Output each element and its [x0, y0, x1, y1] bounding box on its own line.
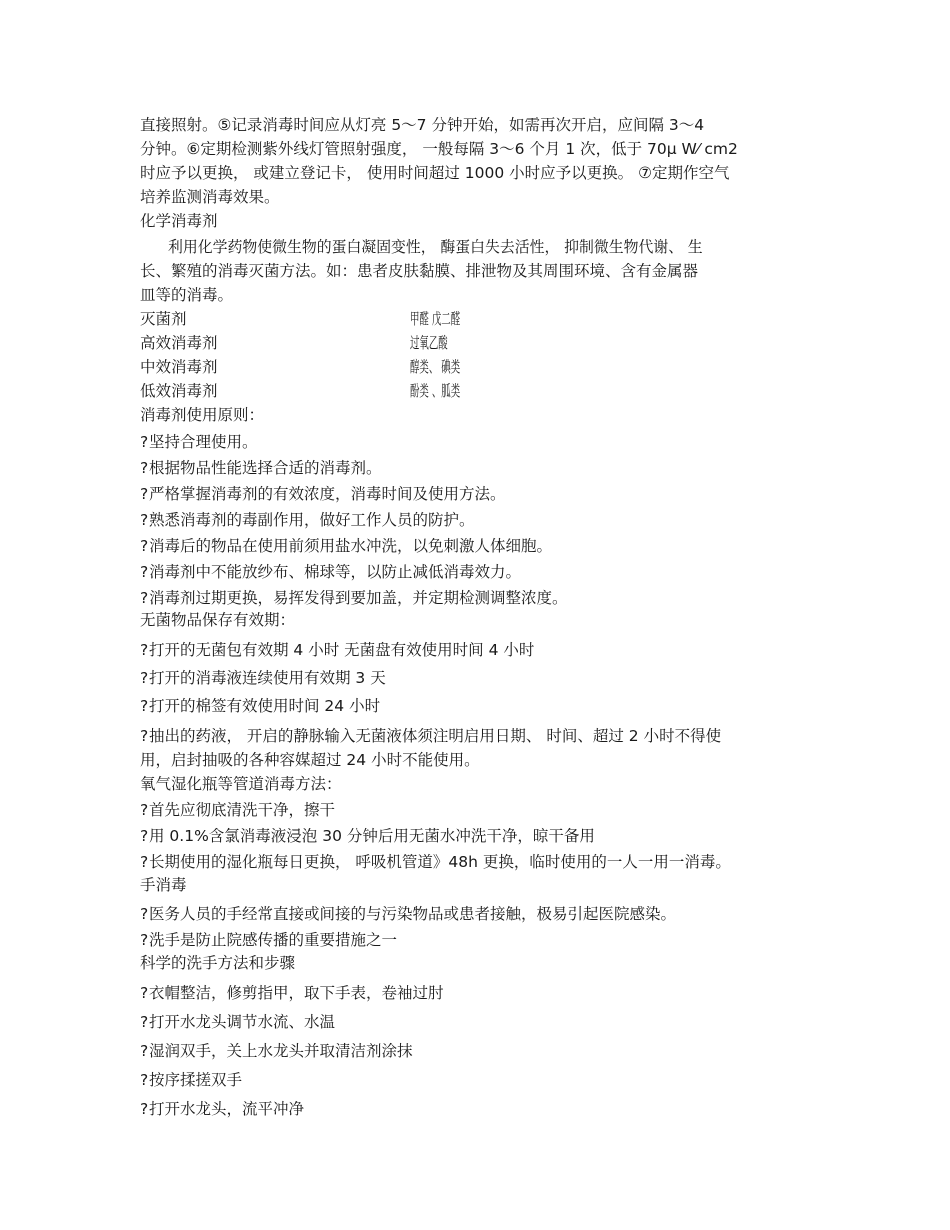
steps-heading: 科学的洗手方法和步骤	[140, 954, 296, 972]
list-item-text: 根据物品性能选择合适的消毒剂。	[149, 459, 382, 477]
list-item	[140, 851, 830, 873]
chem-para-line-1: 利用化学药物使微生物的蛋白凝固变性， 酶蛋白失去活性， 抑制微生物代谢、 生	[168, 238, 703, 256]
uv-line-4: 培养监测消毒效果。	[140, 188, 280, 206]
chem-para-line-3: 皿等的消毒。	[140, 286, 234, 304]
level-name: 高效消毒剂	[140, 334, 218, 352]
list-item-text: 用 0.1%含氯消毒液浸泡 30 分钟后用无菌水冲洗干净，晾干备用	[149, 827, 595, 845]
level-agents: 酚类 、胍类	[410, 382, 461, 400]
list-item	[140, 1069, 830, 1091]
bullet-glyph: ?	[140, 1071, 149, 1089]
list-item-text: 打开的消毒液连续使用有效期 3 天	[149, 669, 386, 687]
bullet-glyph: ?	[140, 931, 149, 949]
list-item	[140, 483, 830, 505]
list-item-text: 衣帽整洁，修剪指甲，取下手表，卷袖过肘	[149, 984, 444, 1002]
list-item-continuation: 用，启封抽吸的各种容媒超过 24 小时不能使用。	[140, 751, 480, 769]
bullet-glyph: ?	[140, 459, 149, 477]
list-item-text: 熟悉消毒剂的毒副作用，做好工作人员的防护。	[149, 511, 475, 529]
list-item-text: 消毒剂中不能放纱布、棉球等，以防止减低消毒效力。	[149, 563, 522, 581]
level-name: 低效消毒剂	[140, 382, 218, 400]
list-item-text: 医务人员的手经常直接或间接的与污染物品或患者接触，极易引起医院感染。	[149, 905, 677, 923]
list-item	[140, 799, 830, 821]
oxygen-heading: 氧气湿化瓶等管道消毒方法：	[140, 775, 342, 793]
list-item-text: 打开水龙头，流平冲净	[149, 1100, 305, 1118]
list-item-text: 湿润双手，关上水龙头并取清洁剂涂抹	[149, 1042, 413, 1060]
level-agents: 甲醛 戊二醛	[410, 310, 461, 328]
list-item	[140, 1011, 830, 1033]
level-agents: 过氧乙酸	[410, 334, 448, 352]
list-item-text: 按序揉搓双手	[149, 1071, 243, 1089]
list-item	[140, 929, 830, 951]
bullet-glyph: ?	[140, 1042, 149, 1060]
level-name: 中效消毒剂	[140, 358, 218, 376]
bullet-glyph: ?	[140, 511, 149, 529]
level-agents: 醇类、 碘类	[410, 358, 461, 376]
bullet-glyph: ?	[140, 801, 149, 819]
bullet-glyph: ?	[140, 905, 149, 923]
list-item-text: 消毒剂过期更换，易挥发得到要加盖，并定期检测调整浓度。	[149, 589, 568, 607]
list-item	[140, 431, 830, 453]
list-item	[140, 725, 830, 747]
bullet-glyph: ?	[140, 727, 149, 745]
bullet-glyph: ?	[140, 1013, 149, 1031]
uv-line-1: 直接照射。⑤记录消毒时间应从灯亮 5～7 分钟开始，如需再次开启，应间隔 3～4	[140, 116, 705, 134]
list-item	[140, 587, 830, 609]
chem-para-line-2: 长、繁殖的消毒灭菌方法。如：患者皮肤黏膜、排泄物及其周围环境、含有金属器	[140, 262, 699, 280]
list-item	[140, 825, 830, 847]
list-item	[140, 535, 830, 557]
hand-heading: 手消毒	[140, 876, 187, 894]
bullet-glyph: ?	[140, 669, 149, 687]
level-name: 灭菌剂	[140, 310, 187, 328]
list-item-text: 打开的无菌包有效期 4 小时 无菌盘有效使用时间 4 小时	[149, 641, 535, 659]
list-item-text: 抽出的药液， 开启的静脉输入无菌液体须注明启用日期、 时间、超过 2 小时不得使	[149, 727, 722, 745]
list-item	[140, 1040, 830, 1062]
chem-heading: 化学消毒剂	[140, 212, 218, 230]
list-item	[140, 903, 830, 925]
list-item	[140, 457, 830, 479]
bullet-glyph: ?	[140, 984, 149, 1002]
bullet-glyph: ?	[140, 537, 149, 555]
bullet-glyph: ?	[140, 485, 149, 503]
list-item-text: 严格掌握消毒剂的有效浓度，消毒时间及使用方法。	[149, 485, 506, 503]
bullet-glyph: ?	[140, 563, 149, 581]
uv-line-2: 分钟。⑥定期检测紫外线灯管照射强度， 一般每隔 3～6 个月 1 次，低于 70μ W⁄ cm2	[140, 140, 738, 158]
bullet-glyph: ?	[140, 433, 149, 451]
list-item	[140, 667, 830, 689]
principles-heading: 消毒剂使用原则：	[140, 406, 265, 424]
bullet-glyph: ?	[140, 827, 149, 845]
list-item-text: 首先应彻底清洗干净，擦干	[149, 801, 336, 819]
uv-line-3: 时应予以更换， 或建立登记卡， 使用时间超过 1000 小时应予以更换。 ⑦定期作空气	[140, 164, 730, 182]
list-item-text: 坚持合理使用。	[149, 433, 258, 451]
bullet-glyph: ?	[140, 589, 149, 607]
list-item	[140, 509, 830, 531]
list-item	[140, 561, 830, 583]
list-item	[140, 639, 830, 661]
list-item-text: 消毒后的物品在使用前须用盐水冲洗，以免刺激人体细胞。	[149, 537, 553, 555]
list-item-text: 洗手是防止院感传播的重要措施之一	[149, 931, 398, 949]
list-item-text: 长期使用的湿化瓶每日更换， 呼吸机管道》48h 更换，临时使用的一人一用一消毒。	[149, 853, 731, 871]
bullet-glyph: ?	[140, 697, 149, 715]
sterile-heading: 无菌物品保存有效期：	[140, 611, 296, 629]
list-item	[140, 695, 830, 717]
list-item-text: 打开水龙头调节水流、水温	[149, 1013, 336, 1031]
bullet-glyph: ?	[140, 1100, 149, 1118]
bullet-glyph: ?	[140, 853, 149, 871]
bullet-glyph: ?	[140, 641, 149, 659]
list-item	[140, 982, 830, 1004]
list-item-text: 打开的棉签有效使用时间 24 小时	[149, 697, 381, 715]
list-item	[140, 1098, 830, 1120]
